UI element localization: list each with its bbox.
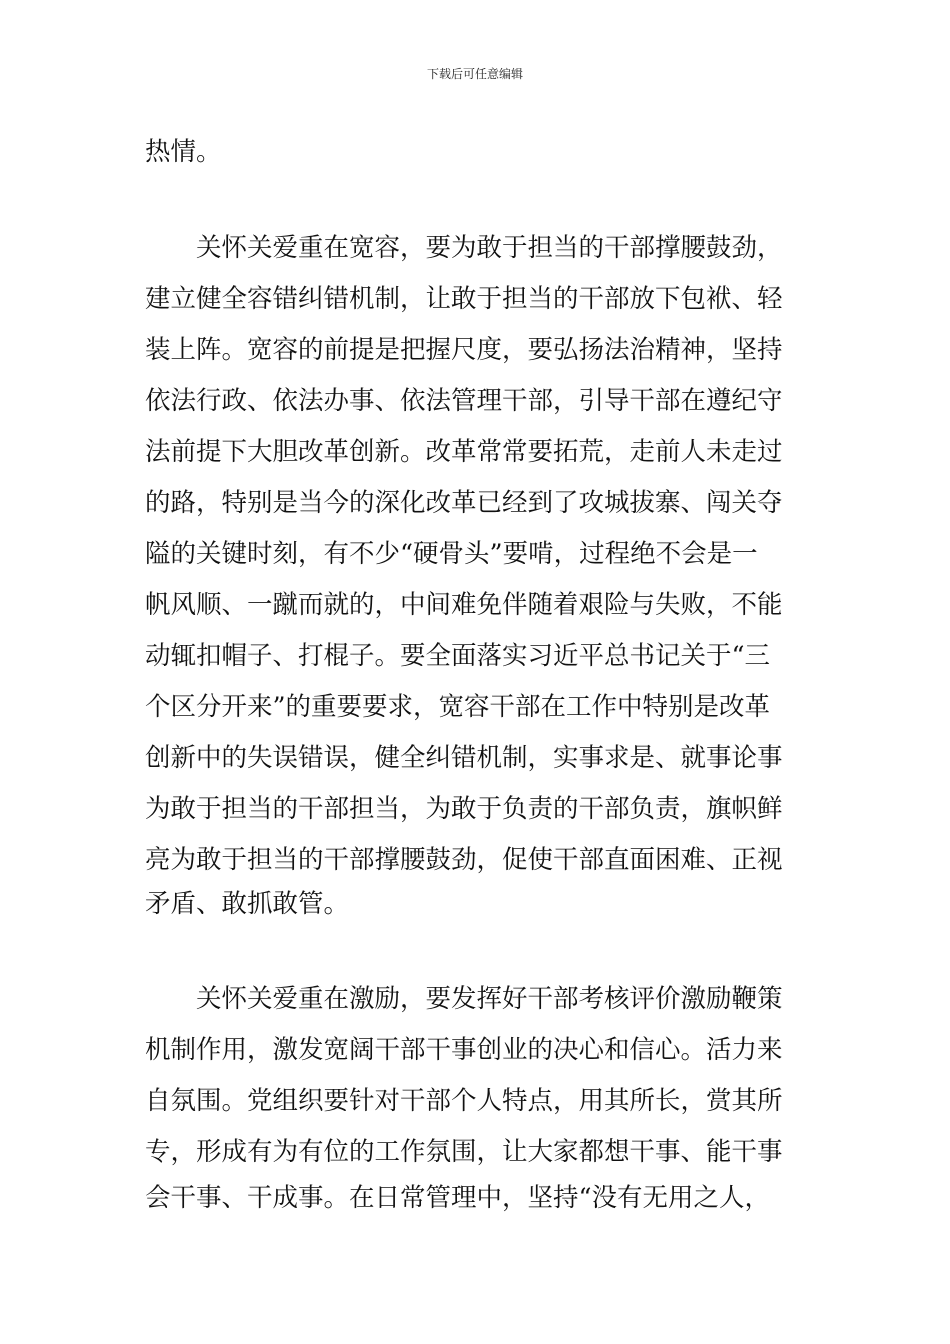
text-line: 亮为敢于担当的干部撑腰鼓劲，促使干部直面困难、正视 [145, 845, 783, 875]
text-line: 隘的关键时刻，有不少“硬骨头”要啃，过程绝不会是一 [145, 539, 758, 569]
text-line: 法前提下大胆改革创新。改革常常要拓荒，走前人未走过 [145, 437, 783, 467]
text-line: 专，形成有为有位的工作氛围，让大家都想干事、能干事 [145, 1137, 783, 1167]
text-line: 关怀关爱重在激励，要发挥好干部考核评价激励鞭策 [145, 984, 783, 1014]
text-line: 个区分开来”的重要要求，宽容干部在工作中特别是改革 [145, 692, 771, 722]
text-line: 为敢于担当的干部担当，为敢于负责的干部负责，旗帜鲜 [145, 794, 783, 824]
header-note: 下载后可任意编辑 [426, 67, 523, 81]
text-line: 关怀关爱重在宽容，要为敢于担当的干部撑腰鼓劲， [145, 233, 783, 263]
text-line: 矛盾、敢抓敢管。 [145, 889, 350, 919]
text-line: 动辄扣帽子、打棍子。要全面落实习近平总书记关于“三 [145, 641, 771, 671]
text-line: 热情。 [145, 137, 222, 167]
text-line: 依法行政、依法办事、依法管理干部，引导干部在遵纪守 [145, 386, 783, 416]
text-line: 创新中的失误错误，健全纠错机制，实事求是、就事论事 [145, 743, 783, 773]
text-line: 会干事、干成事。在日常管理中，坚持“没有无用之人， [145, 1183, 771, 1213]
text-line: 的路，特别是当今的深化改革已经到了攻城拔寨、闯关夺 [145, 488, 783, 518]
text-line: 帆风顺、一蹴而就的，中间难免伴随着艰险与失败，不能 [145, 590, 783, 620]
text-line: 机制作用，激发宽阔干部干事创业的决心和信心。活力来 [145, 1035, 783, 1065]
text-line: 自氛围。党组织要针对干部个人特点，用其所长，赏其所 [145, 1086, 783, 1116]
text-line: 装上阵。宽容的前提是把握尺度，要弘扬法治精神，坚持 [145, 335, 783, 365]
text-line: 建立健全容错纠错机制，让敢于担当的干部放下包袱、轻 [145, 284, 783, 314]
